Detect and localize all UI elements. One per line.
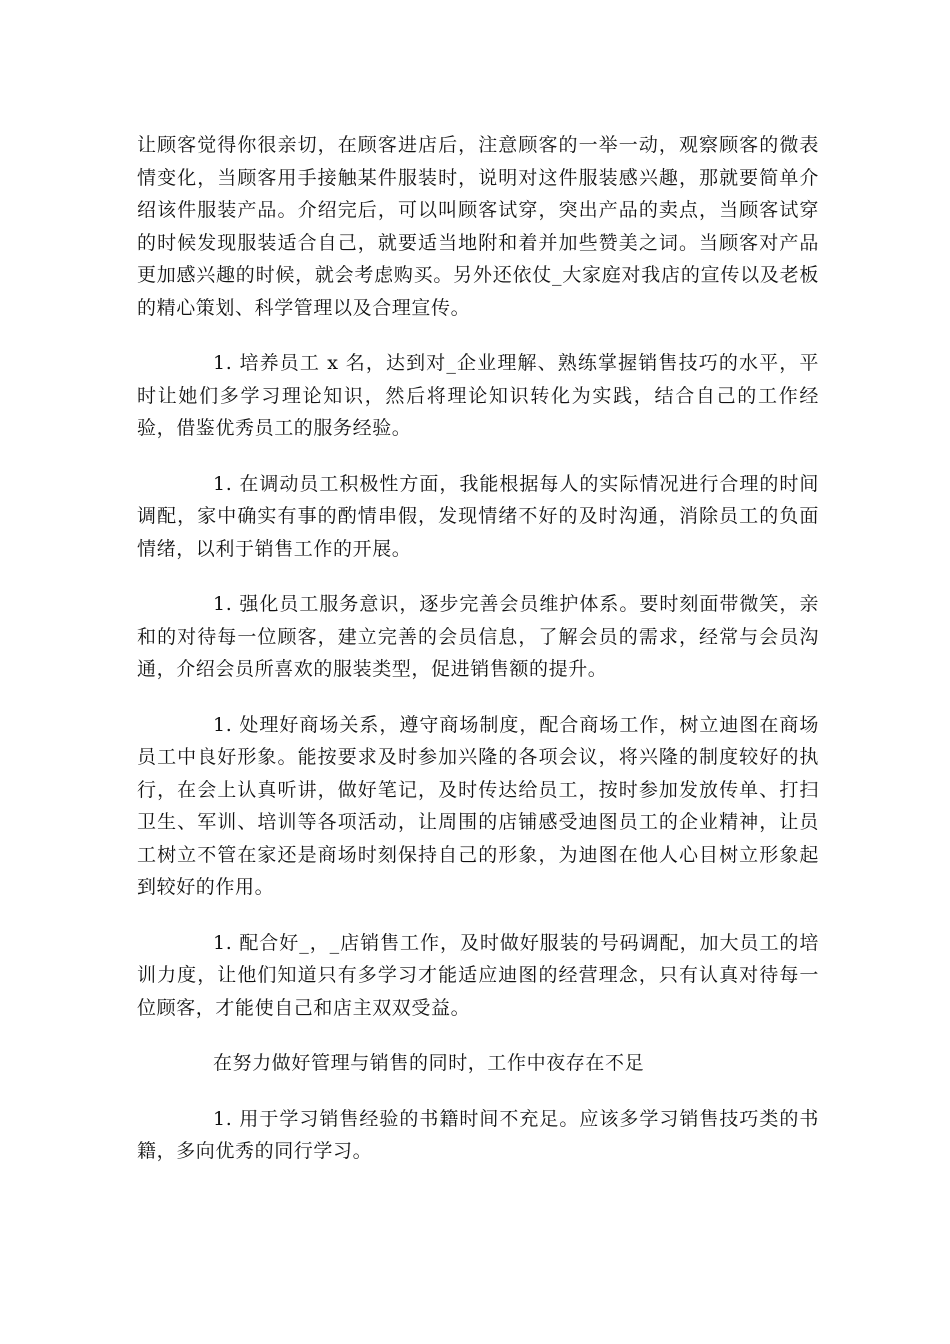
paragraph-3: 1. 在调动员工积极性方面，我能根据每人的实际情况进行合理的时间调配，家中确实有事的酌情串假，发现情绪不好的及时沟通，消除员工的负面情绪，以利于销售工作的开展。 <box>137 472 819 560</box>
paragraph-4: 1. 强化员工服务意识，逐步完善会员维护体系。要时刻面带微笑，亲和的对待每一位顾客，建立完善的会员信息，了解会员的需求，经常与会员沟通，介绍会员所喜欢的服装类型，促进销售额的提升。 <box>137 593 819 680</box>
paragraph-7: 在努力做好管理与销售的同时，工作中夜存在不足 <box>213 1052 645 1074</box>
paragraph-6: 1. 配合好_，_店销售工作，及时做好服装的号码调配，加大员工的培训力度，让他们知道只有多学习才能适应迪图的经营理念，只有认真对待每一位顾客，才能使自己和店主双双受益。 <box>137 931 819 1019</box>
paragraph-2: 1. 培养员工 x 名，达到对_企业理解、熟练掌握销售技巧的水平，平时让她们多学习理论知识，然后将理论知识转化为实践，结合自己的工作经验，借鉴优秀员工的服务经验。 <box>137 352 819 439</box>
paragraph-5: 1. 处理好商场关系，遵守商场制度，配合商场工作，树立迪图在商场员工中良好形象。能按要求及时参加兴隆的各项会议，将兴隆的制度较好的执行，在会上认真听讲，做好笔记，及时传达给员工，按时参加发放传单、打扫卫生、军训、培训等各项活动，让周围的店铺感受迪图员工的企业精神，让员工树立不管在家还是商场时刻保持自己的形象，为迪图在他人心目树立形象起到较好的作用。 <box>137 713 819 898</box>
paragraph-1: 让顾客觉得你很亲切，在顾客进店后，注意顾客的一举一动，观察顾客的微表情变化，当顾客用手接触某件服装时，说明对这件服装感兴趣，那就要简单介绍该件服装产品。介绍完后，可以叫顾客试穿，突出产品的卖点，当顾客试穿的时候发现服装适合自己，就要适当地附和着并加些赞美之词。当顾客对产品更加感兴趣的时候，就会考虑购买。另外还依仗_大家庭对我店的宣传以及老板的精心策划、科学管理以及合理宣传。 <box>137 134 819 319</box>
paragraph-8: 1. 用于学习销售经验的书籍时间不充足。应该多学习销售技巧类的书籍，多向优秀的同行学习。 <box>137 1107 819 1162</box>
document-body <box>137 129 819 1168</box>
